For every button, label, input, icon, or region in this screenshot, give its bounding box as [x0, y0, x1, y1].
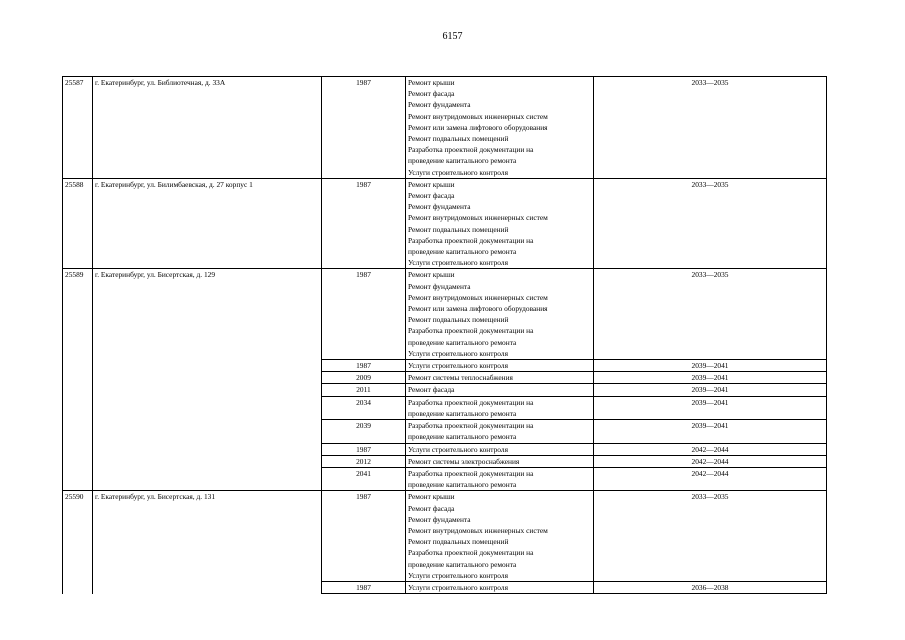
period-cell: 2033—2035 — [594, 77, 827, 179]
period-cell: 2033—2035 — [594, 491, 827, 582]
work-item: проведение капитального ремонта — [408, 156, 517, 166]
period-cell: 2039—2041 — [594, 420, 827, 443]
work-item: Ремонт подвальных помещений — [408, 224, 509, 234]
period-cell: 2036—2038 — [594, 581, 827, 593]
table-row — [63, 77, 827, 179]
record-number: 25589 — [63, 269, 93, 491]
work-item: Ремонт фундамента — [408, 281, 471, 291]
table-row — [63, 178, 827, 269]
work-item: Ремонт крыши — [408, 492, 455, 502]
record-number: 25588 — [63, 178, 93, 269]
work-item: проведение капитального ремонта — [408, 247, 517, 257]
work-item: Ремонт внутридомовых инженерных систем — [408, 111, 548, 121]
works-cell — [406, 178, 594, 269]
period-cell: 2033—2035 — [594, 178, 827, 269]
work-item: Ремонт фундамента — [408, 100, 471, 110]
work-item: Услуги строительного контроля — [408, 570, 508, 580]
building-address: г. Екатеринбург, ул. Бисертская, д. 131 — [93, 491, 322, 594]
period-cell: 2033—2035 — [594, 269, 827, 360]
work-item: проведение капитального ремонта — [408, 480, 517, 490]
work-item: Ремонт внутридомовых инженерных систем — [408, 525, 548, 535]
year-cell: 1987 — [322, 443, 406, 455]
page-number: 6157 — [442, 31, 463, 42]
work-item: Услуги строительного контроля — [408, 258, 508, 268]
work-item: Ремонт системы теплоснабжения — [408, 373, 513, 383]
table-row — [63, 269, 827, 360]
work-item: Разработка проектной документации на — [408, 235, 534, 245]
year-cell: 2012 — [322, 455, 406, 467]
works-cell — [406, 396, 594, 419]
works-cell — [406, 443, 594, 455]
work-item: Разработка проектной документации на — [408, 145, 534, 155]
year-cell: 1987 — [322, 178, 406, 269]
year-cell: 2041 — [322, 467, 406, 490]
table-row — [63, 491, 827, 582]
work-item: Ремонт подвальных помещений — [408, 134, 509, 144]
record-number: 25590 — [63, 491, 93, 594]
work-item: Ремонт внутридомовых инженерных систем — [408, 292, 548, 302]
work-item: Услуги строительного контроля — [408, 444, 508, 454]
year-cell: 1987 — [322, 581, 406, 593]
works-cell — [406, 420, 594, 443]
year-cell: 1987 — [322, 360, 406, 372]
record-number: 25587 — [63, 77, 93, 179]
period-cell: 2042—2044 — [594, 467, 827, 490]
year-cell: 1987 — [322, 269, 406, 360]
work-item: Разработка проектной документации на — [408, 326, 534, 336]
work-item: Услуги строительного контроля — [408, 361, 508, 371]
year-cell: 1987 — [322, 491, 406, 582]
period-cell: 2039—2041 — [594, 360, 827, 372]
work-item: Ремонт фундамента — [408, 202, 471, 212]
work-item: Ремонт фасада — [408, 191, 455, 201]
work-item: Ремонт системы электроснабжения — [408, 456, 520, 466]
works-cell — [406, 77, 594, 179]
work-item: Разработка проектной документации на — [408, 548, 534, 558]
work-item: Разработка проектной документации на — [408, 397, 534, 407]
building-address: г. Екатеринбург, ул. Библиотечная, д. 33А — [93, 77, 322, 179]
work-item: Услуги строительного контроля — [408, 348, 508, 358]
period-cell: 2039—2041 — [594, 372, 827, 384]
works-cell — [406, 269, 594, 360]
work-item: Услуги строительного контроля — [408, 582, 508, 592]
year-cell: 2009 — [322, 372, 406, 384]
work-item: Ремонт крыши — [408, 179, 455, 189]
work-item: Ремонт фасада — [408, 503, 455, 513]
year-cell: 2039 — [322, 420, 406, 443]
year-cell: 2034 — [322, 396, 406, 419]
work-item: проведение капитального ремонта — [408, 432, 517, 442]
work-item: Ремонт подвальных помещений — [408, 537, 509, 547]
works-cell — [406, 372, 594, 384]
work-item: Ремонт внутридомовых инженерных систем — [408, 213, 548, 223]
year-cell: 2011 — [322, 384, 406, 396]
work-item: Ремонт фундамента — [408, 514, 471, 524]
work-item: Ремонт крыши — [408, 270, 455, 280]
work-item: Услуги строительного контроля — [408, 167, 508, 177]
building-address: г. Екатеринбург, ул. Бисертская, д. 129 — [93, 269, 322, 491]
work-item: Разработка проектной документации на — [408, 468, 534, 478]
work-item: проведение капитального ремонта — [408, 337, 517, 347]
work-item: Ремонт фасада — [408, 385, 455, 395]
period-cell: 2042—2044 — [594, 443, 827, 455]
work-item: Ремонт или замена лифтового оборудования — [408, 122, 548, 132]
work-item: Ремонт или замена лифтового оборудования — [408, 304, 548, 314]
works-cell — [406, 384, 594, 396]
works-cell — [406, 581, 594, 593]
year-cell: 1987 — [322, 77, 406, 179]
capital-repair-table — [62, 76, 827, 594]
work-item: проведение капитального ремонта — [408, 559, 517, 569]
building-address: г. Екатеринбург, ул. Билимбаевская, д. 27 корпус 1 — [93, 178, 322, 269]
works-cell — [406, 467, 594, 490]
work-item: Ремонт фасада — [408, 89, 455, 99]
work-item: Ремонт подвальных помещений — [408, 315, 509, 325]
period-cell: 2042—2044 — [594, 455, 827, 467]
period-cell: 2039—2041 — [594, 396, 827, 419]
work-item: Разработка проектной документации на — [408, 421, 534, 431]
period-cell: 2039—2041 — [594, 384, 827, 396]
works-cell — [406, 455, 594, 467]
works-cell — [406, 491, 594, 582]
work-item: проведение капитального ремонта — [408, 408, 517, 418]
work-item: Ремонт крыши — [408, 78, 455, 87]
works-cell — [406, 360, 594, 372]
